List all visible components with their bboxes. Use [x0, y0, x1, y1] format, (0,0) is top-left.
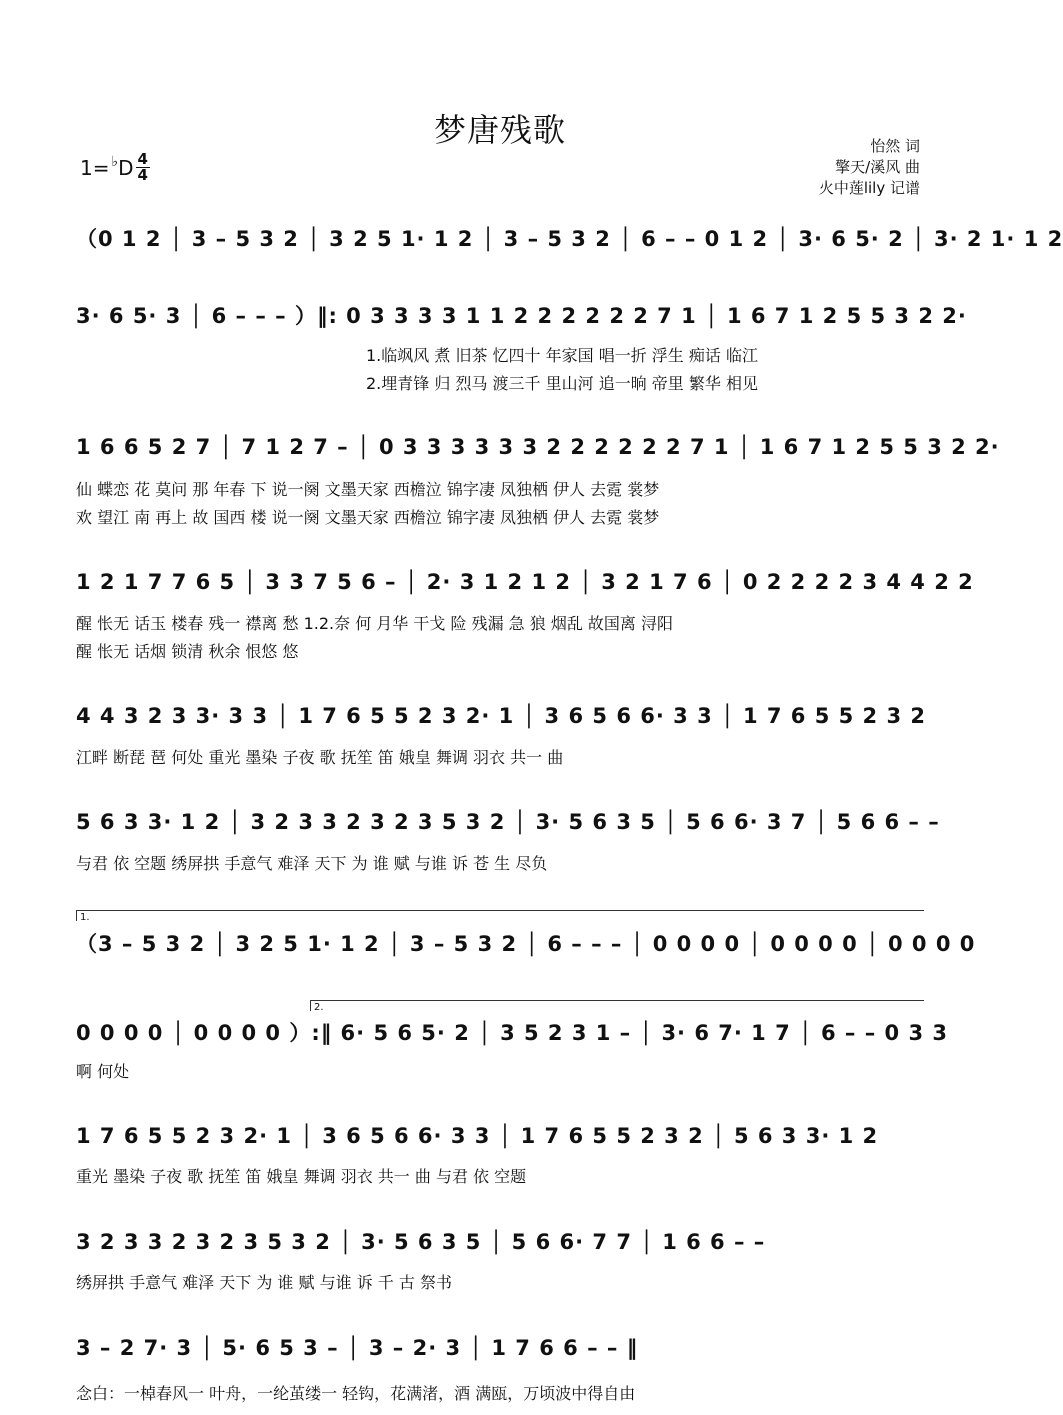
- key-signature: [80, 152, 150, 183]
- volta-second-ending: 2.: [310, 1000, 924, 1011]
- score-row-7: （3 – 5 3 2 │ 3 2 5 1· 1 2 │ 3 – 5 3 2 │ 6 – – – │ 0 0 0 0 │ 0 0 0 0 │ 0 0 0 0: [76, 932, 976, 956]
- lyric-row-3-verse-1: 仙 蝶恋 花 莫问 那 年春 下 说一阕 文墨天家 西檐泣 锦字凄 凤独栖 伊人 去霓 裳梦: [76, 480, 660, 499]
- score-row-5: 4 4 3 2 3 3· 3 3 │ 1 7 6 5 5 2 3 2· 1 │ 3 6 5 6 6· 3 3 │ 1 7 6 5 5 2 3 2: [76, 704, 927, 728]
- lyric-row-4-verse-2: 醒 怅无 话烟 锁清 秋余 恨悠 悠: [76, 642, 299, 661]
- score-row-11: 3 – 2 7· 3 │ 5· 6 5 3 – │ 3 – 2· 3 │ 1 7 6 6 – – ‖: [76, 1336, 639, 1360]
- narration-text: 念白：一棹春风一 叶舟，一纶茧缕一 轻钩，花满渚，酒 满瓯，万顷波中得自由: [76, 1384, 636, 1403]
- score-row-4: 1 2 1 7 7 6 5 │ 3 3 7 5 6 – │ 2· 3 1 2 1 2 │ 3 2 1 7 6 │ 0 2 2 2 2 3 4 4 2 2: [76, 570, 974, 594]
- transcriber-credit: 火中莲lily 记谱: [818, 179, 920, 197]
- lyric-row-8: 啊 何处: [76, 1062, 130, 1081]
- score-row-3: 1 6 6 5 2 7 │ 7 1 2 7 – │ 0 3 3 3 3 3 3 2 2 2 2 2 2 7 1 │ 1 6 7 1 2 5 5 3 2 2·: [76, 435, 1000, 459]
- lyric-row-6: 与君 依 空题 绣屏拱 手意气 难泽 天下 为 谁 赋 与谁 诉 苍 生 尽负: [76, 854, 548, 873]
- lyric-row-2-verse-2: 2.埋青锋 归 烈马 渡三千 里山河 追一晌 帝里 繁华 相见: [366, 374, 758, 393]
- lyric-row-4-verse-1: 醒 怅无 话玉 楼春 残一 襟离 愁 1.2.奈 何 月华 干戈 险 残漏 急 狼 烟乱 故国离 浔阳: [76, 614, 673, 633]
- meter-bottom: 4: [137, 166, 148, 184]
- time-signature: [136, 152, 150, 183]
- score-row-2: 3· 6 5· 3 │ 6 – – – ）‖: 0 3 3 3 3 1 1 2 2 2 2 2 2 7 1 │ 1 6 7 1 2 5 5 3 2 2·: [76, 304, 967, 328]
- lyric-row-2-verse-1: 1.临飒风 煮 旧茶 忆四十 年家国 唱一折 浮生 痴话 临江: [366, 346, 758, 365]
- score-row-10: 3 2 3 3 2 3 2 3 5 3 2 │ 3· 5 6 3 5 │ 5 6 6· 7 7 │ 1 6 6 – –: [76, 1230, 766, 1254]
- composer-credit: 擎天/溪风 曲: [835, 158, 920, 176]
- meter-top: 4: [137, 150, 148, 168]
- score-row-1: （0 1 2 │ 3 – 5 3 2 │ 3 2 5 1· 1 2 │ 3 – 5 3 2 │ 6 – – 0 1 2 │ 3· 6 5· 2 │ 3· 2 1· 1 2: [76, 227, 1063, 251]
- lyric-row-9: 重光 墨染 子夜 歌 抚笙 笛 娥皇 舞调 羽衣 共一 曲 与君 依 空题: [76, 1167, 527, 1186]
- score-row-9: 1 7 6 5 5 2 3 2· 1 │ 3 6 5 6 6· 3 3 │ 1 7 6 5 5 2 3 2 │ 5 6 3 3· 1 2: [76, 1124, 879, 1148]
- key-prefix: 1=: [80, 155, 110, 180]
- score-row-8: 0 0 0 0 │ 0 0 0 0 ）:‖ 6· 5 6 5· 2 │ 3 5 2 3 1 – │ 3· 6 7· 1 7 │ 6 – – 0 3 3: [76, 1021, 948, 1045]
- credits: [819, 136, 920, 199]
- lyric-row-10: 绣屏拱 手意气 难泽 天下 为 谁 赋 与谁 诉 千 古 祭书: [76, 1273, 452, 1292]
- score-row-6: 5 6 3 3· 1 2 │ 3 2 3 3 2 3 2 3 5 3 2 │ 3· 5 6 3 5 │ 5 6 6· 3 7 │ 5 6 6 – –: [76, 810, 940, 834]
- flat-icon: ♭: [111, 153, 119, 170]
- page-title: 梦唐残歌: [433, 111, 566, 149]
- lyric-row-5: 江畔 断琵 琶 何处 重光 墨染 子夜 歌 抚笙 笛 娥皇 舞调 羽衣 共一 曲: [76, 748, 564, 767]
- volta-first-ending: 1.: [76, 910, 924, 921]
- lyric-row-3-verse-2: 欢 望江 南 再上 故 国西 楼 说一阕 文墨天家 西檐泣 锦字凄 凤独栖 伊人 去霓 裳梦: [76, 508, 660, 527]
- lyricist-credit: 怡然 词: [870, 137, 920, 155]
- key-note: D: [118, 155, 134, 180]
